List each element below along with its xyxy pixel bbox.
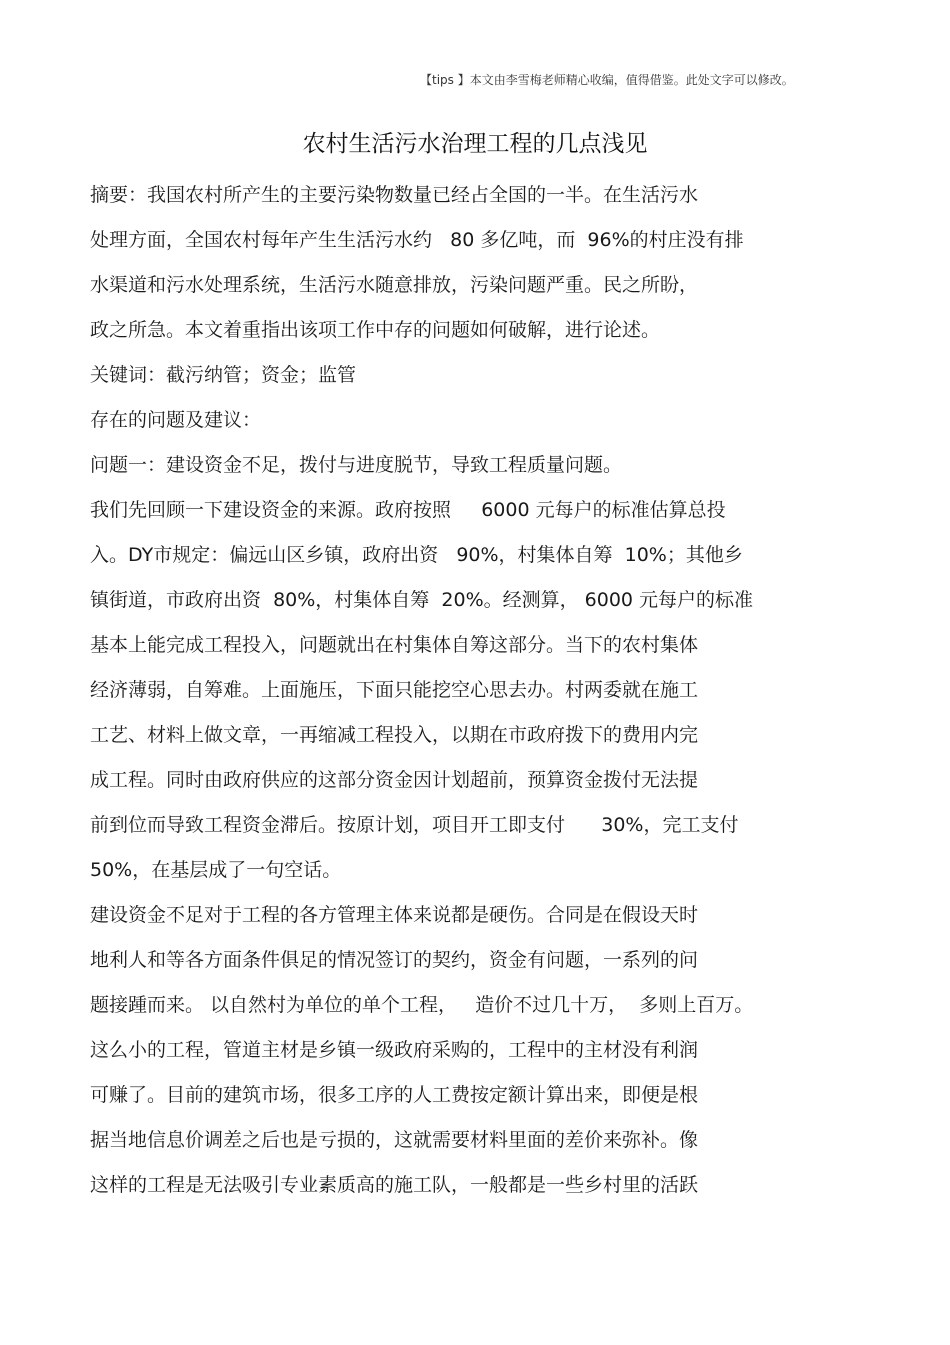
- text-line: 摘要：我国农村所产生的主要污染物数量已经占全国的一半。在生活污水: [90, 184, 699, 206]
- text-line: 题接踵而来。 以自然村为单位的单个工程， 造价不过几十万， 多则上百万。: [90, 994, 754, 1016]
- text-line: 经济薄弱，自筹难。上面施压，下面只能挖空心思去办。村两委就在施工: [90, 679, 699, 701]
- text-line: 工艺、材料上做文章，一再缩减工程投入，以期在市政府拨下的费用内完: [90, 724, 699, 746]
- text-line: 这样的工程是无法吸引专业素质高的施工队，一般都是一些乡村里的活跃: [90, 1174, 699, 1196]
- text-line: 成工程。同时由政府供应的这部分资金因计划超前，预算资金拨付无法提: [90, 769, 699, 791]
- text-line: 入。DY市规定：偏远山区乡镇，政府出资 90%，村集体自筹 10%；其他乡: [90, 544, 743, 566]
- text-line: 水渠道和污水处理系统，生活污水随意排放，污染问题严重。民之所盼，: [90, 274, 699, 296]
- text-line: 政之所急。本文着重指出该项工作中存的问题如何破解，进行论述。: [90, 319, 661, 341]
- text-line: 50%，在基层成了一句空话。: [90, 859, 342, 881]
- text-line: 可赚了。目前的建筑市场，很多工序的人工费按定额计算出来，即便是根: [90, 1084, 699, 1106]
- problem-heading: 问题一：建设资金不足，拨付与进度脱节，导致工程质量问题。: [90, 454, 623, 476]
- document-body: [90, 180, 870, 1215]
- text-line: 我们先回顾一下建设资金的来源。政府按照 6000 元每户的标准估算总投: [90, 499, 726, 521]
- page-title: 农村生活污水治理工程的几点浅见: [302, 131, 648, 157]
- text-line: 处理方面，全国农村每年产生生活污水约 80 多亿吨，而 96%的村庄没有排: [90, 229, 744, 251]
- text-line: 这么小的工程，管道主材是乡镇一级政府采购的，工程中的主材没有利润: [90, 1039, 699, 1061]
- text-line: 地利人和等各方面条件俱足的情况签订的契约，资金有问题，一系列的问: [90, 949, 699, 971]
- section-heading: 存在的问题及建议：: [90, 409, 262, 431]
- tips-note: 【tips 】本文由李雪梅老师精心收编，值得借鉴。此处文字可以修改。: [420, 73, 794, 87]
- text-line: 镇街道，市政府出资 80%，村集体自筹 20%。经测算， 6000 元每户的标准: [90, 589, 754, 611]
- text-line: 据当地信息价调差之后也是亏损的，这就需要材料里面的差价来弥补。像: [90, 1129, 699, 1151]
- text-line: 建设资金不足对于工程的各方管理主体来说都是硬伤。合同是在假设天时: [90, 904, 699, 926]
- text-line: 前到位而导致工程资金滞后。按原计划，项目开工即支付 30%，完工支付: [90, 814, 739, 836]
- keywords-line: 关键词：截污纳管；资金；监管: [90, 364, 357, 386]
- text-line: 基本上能完成工程投入，问题就出在村集体自筹这部分。当下的农村集体: [90, 634, 699, 656]
